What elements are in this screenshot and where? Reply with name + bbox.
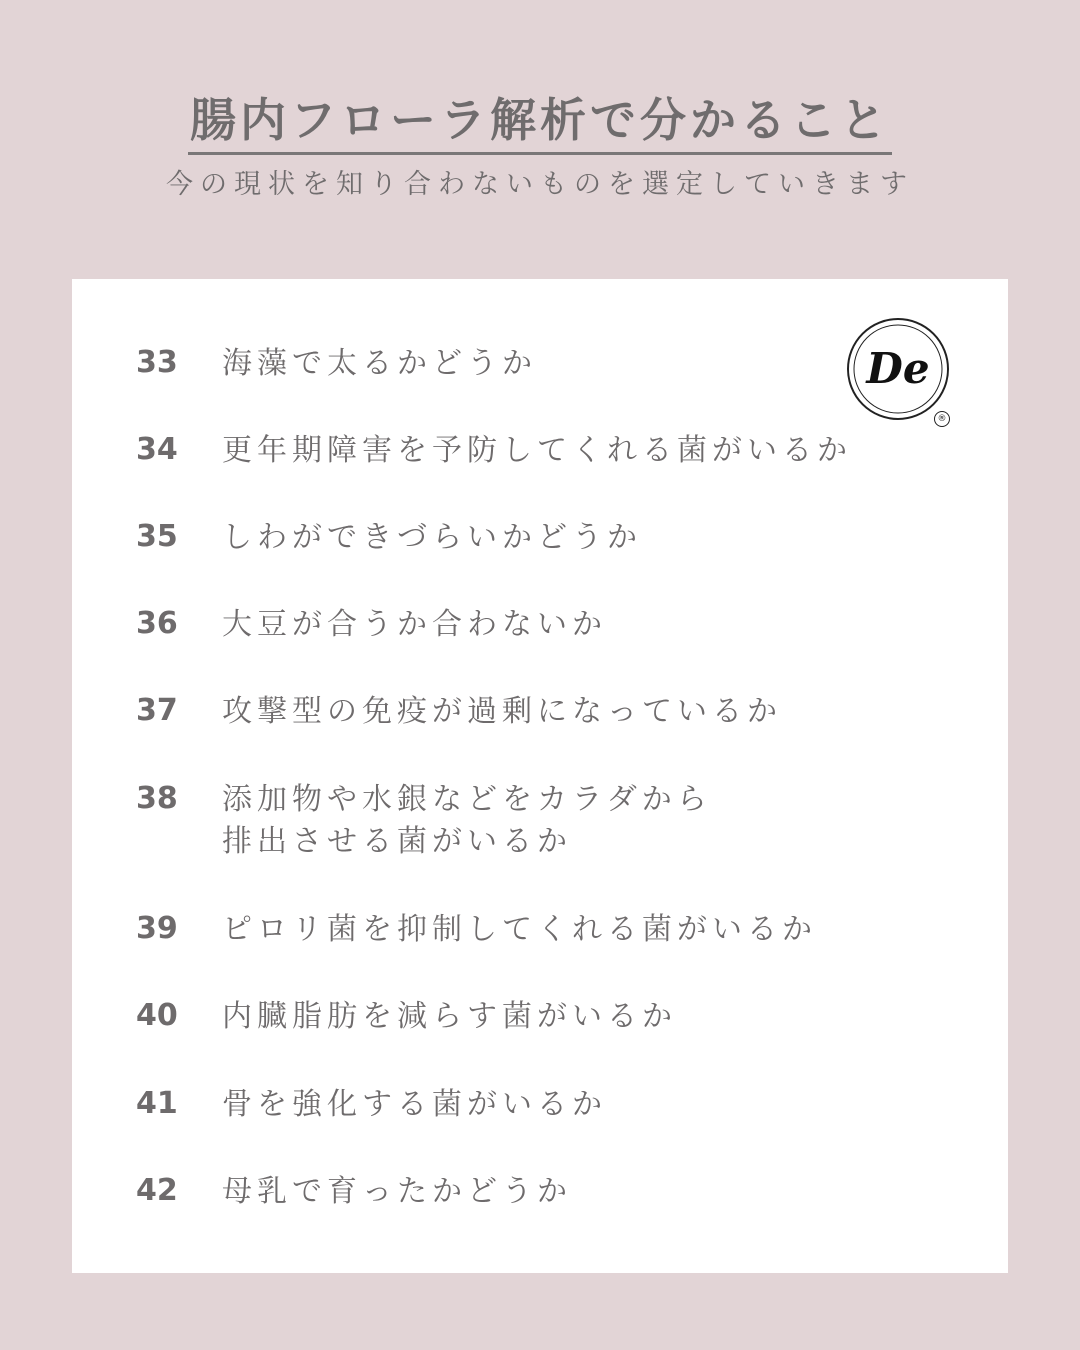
item-number: 41: [136, 1086, 178, 1121]
item-number: 37: [136, 693, 178, 728]
item-number: 35: [136, 519, 178, 554]
item-text: 大豆が合うか合わないか: [222, 607, 607, 642]
item-text-line-2: 排出させる菌がいるか: [222, 824, 572, 859]
item-number: 42: [136, 1173, 178, 1208]
item-number: 36: [136, 606, 178, 641]
item-number: 39: [136, 911, 178, 946]
item-text: 攻撃型の免疫が過剰になっているか: [222, 694, 782, 729]
content-card: [72, 279, 1008, 1273]
item-text: 骨を強化する菌がいるか: [222, 1087, 607, 1122]
item-text: 更年期障害を予防してくれる菌がいるか: [222, 433, 852, 468]
page-subtitle: 今の現状を知り合わないものを選定していきます: [166, 169, 914, 200]
item-number: 38: [136, 781, 178, 816]
item-number: 33: [136, 345, 178, 380]
item-text: 内臓脂肪を減らす菌がいるか: [222, 999, 677, 1034]
item-text: ピロリ菌を抑制してくれる菌がいるか: [222, 912, 817, 947]
page-title-text: 腸内フローラ解析で分かること: [188, 84, 892, 155]
item-text-line-1: 添加物や水銀などをカラダから: [222, 782, 712, 817]
registered-mark: ®: [934, 411, 950, 427]
item-text: しわができづらいかどうか: [222, 520, 642, 555]
brand-logo-text: De: [866, 344, 930, 393]
item-number: 34: [136, 432, 178, 467]
item-number: 40: [136, 998, 178, 1033]
item-text: 母乳で育ったかどうか: [222, 1174, 572, 1209]
page-title: [0, 84, 1080, 155]
item-text: 海藻で太るかどうか: [222, 346, 537, 381]
